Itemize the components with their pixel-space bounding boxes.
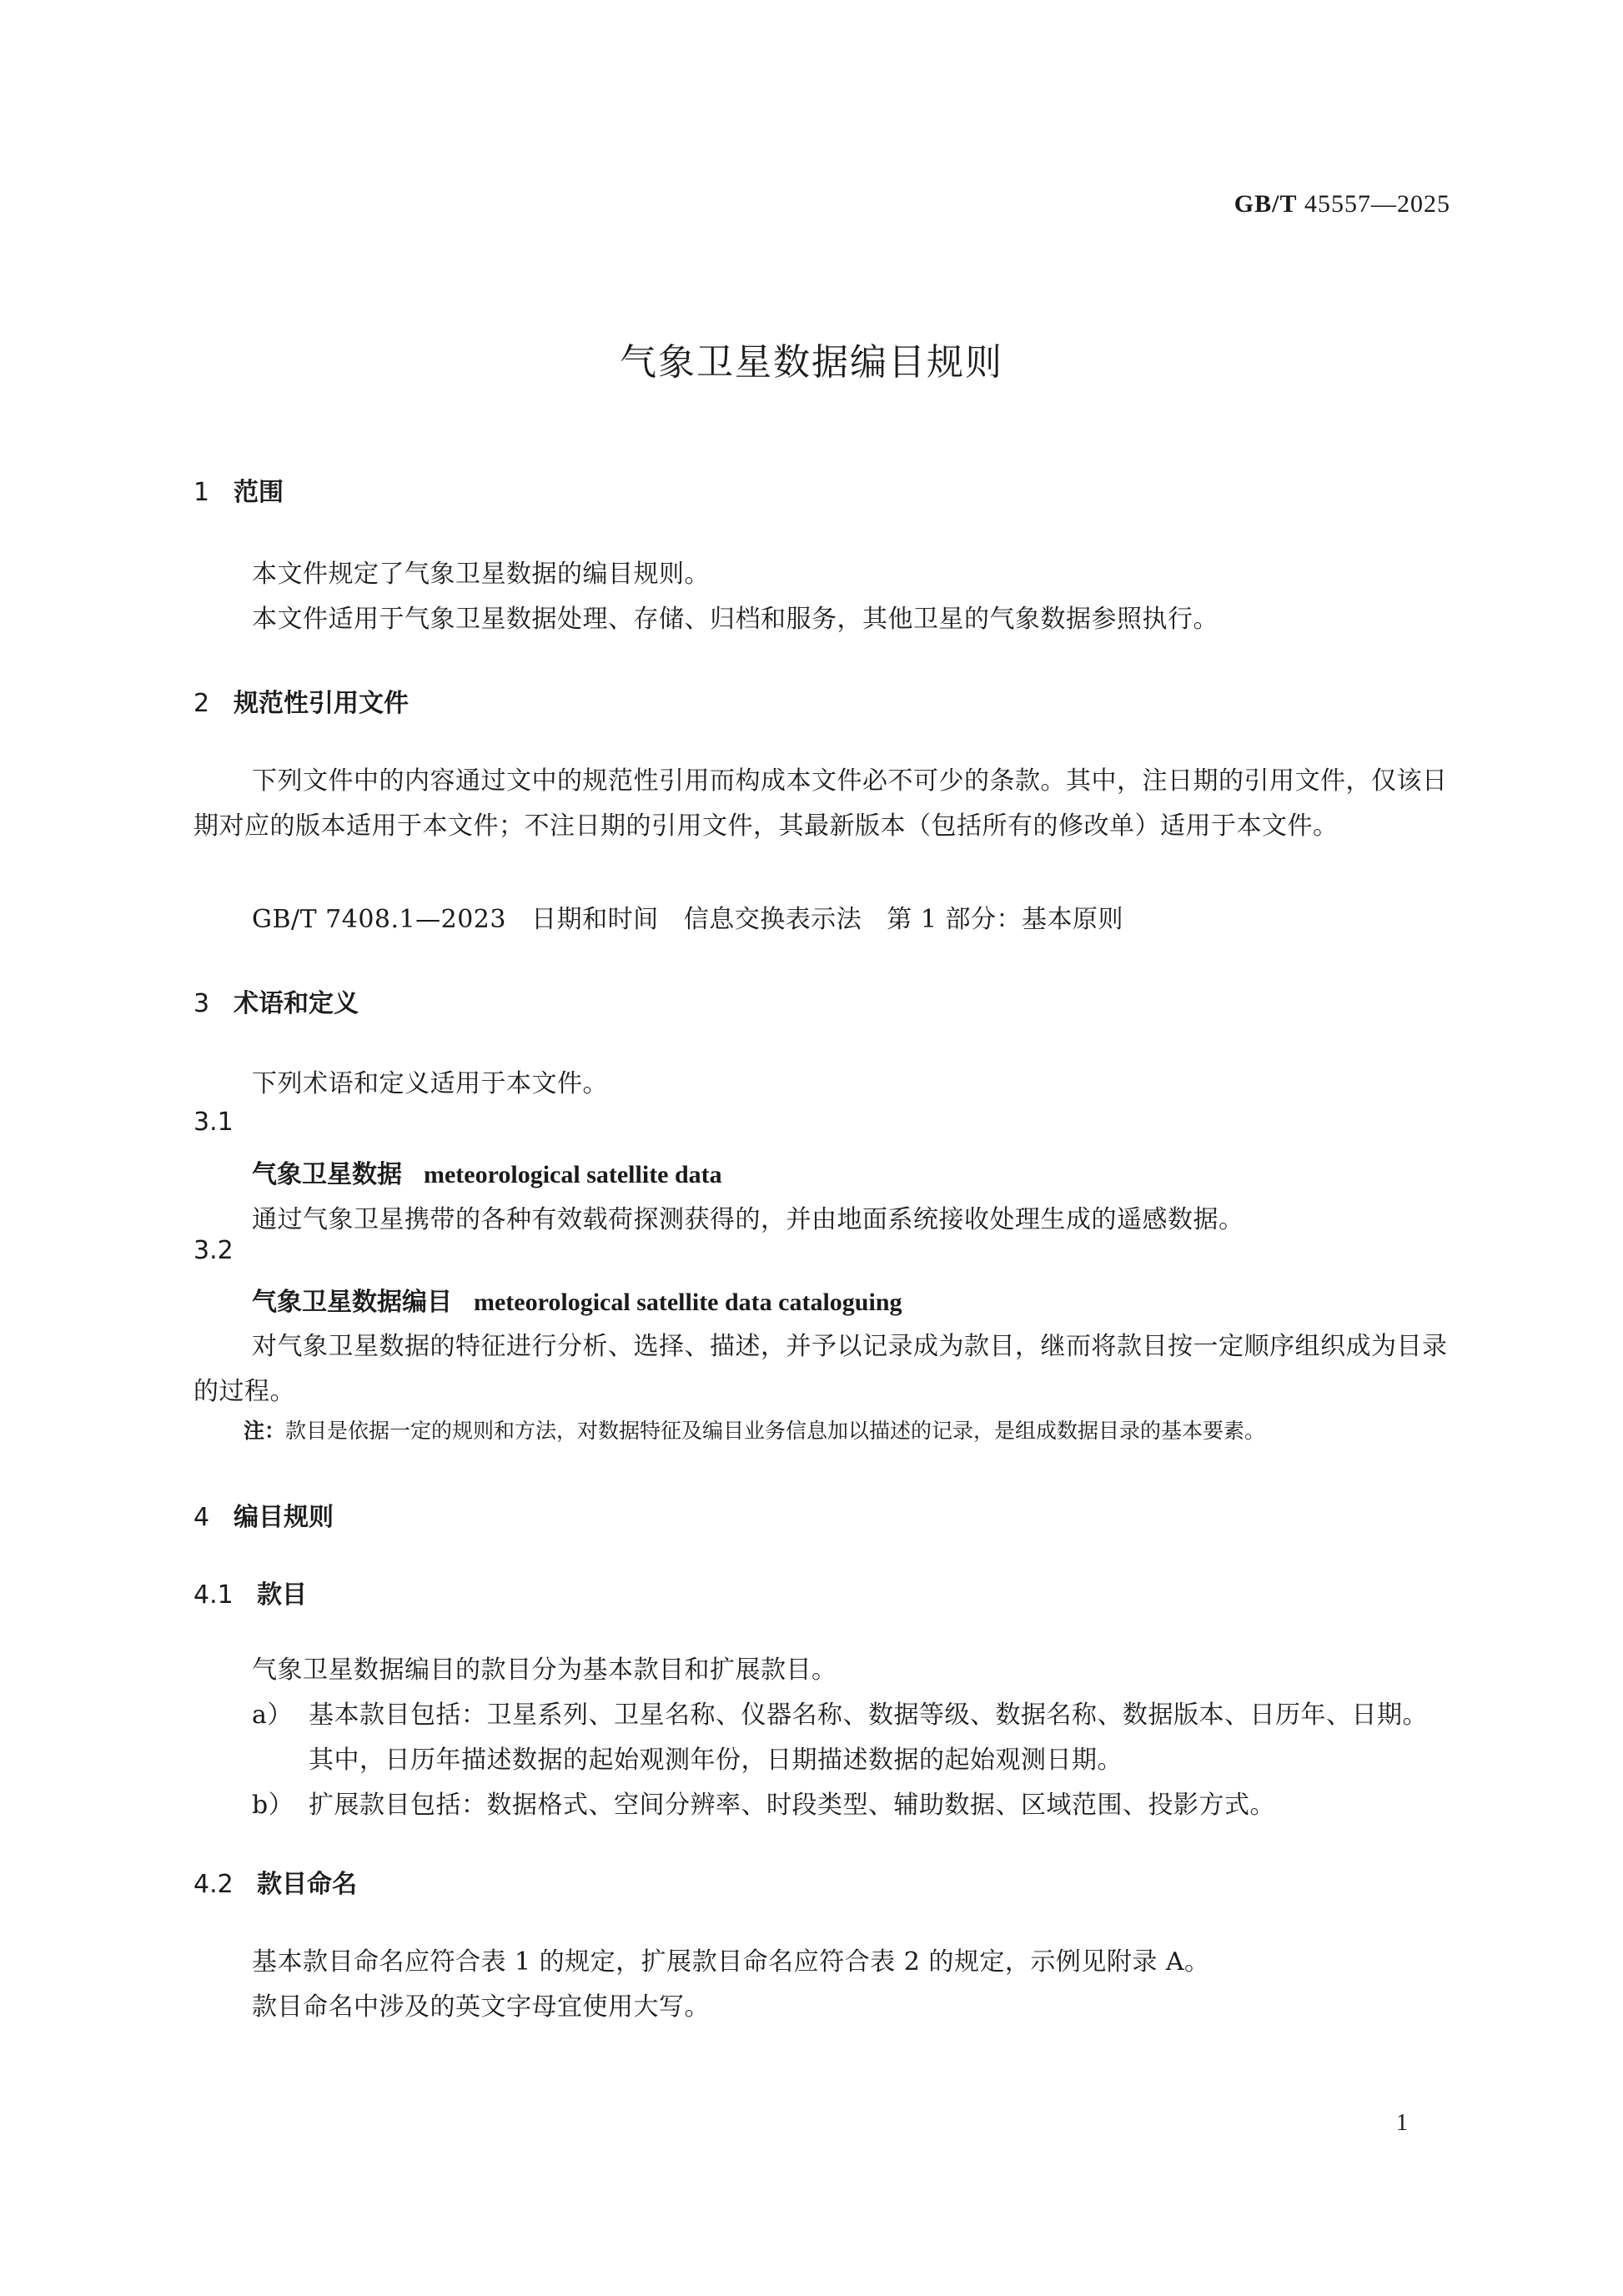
section-title: 范围 (234, 478, 284, 507)
term-chinese: 气象卫星数据编目 (252, 1288, 452, 1317)
section-number: 2 (193, 689, 210, 718)
section-4-heading (193, 1496, 334, 1533)
term-heading (252, 1153, 722, 1190)
paragraph: 基本款目命名应符合表 1 的规定，扩展款目命名应符合表 2 的规定，示例见附录 A。 (252, 1947, 1210, 1977)
page-number: 1 (1396, 2110, 1408, 2136)
term-english: meteorological satellite data cataloguing (474, 1289, 902, 1316)
subsection-title: 款目 (257, 1580, 307, 1610)
section-title: 术语和定义 (234, 989, 359, 1018)
note-text: 款目是依据一定的规则和方法，对数据特征及编目业务信息加以描述的记录，是组成数据目录的基本要素。 (285, 1419, 1266, 1443)
section-number: 4 (193, 1503, 210, 1532)
subsection-4-1-heading (193, 1574, 307, 1610)
subsection-number: 4.1 (193, 1580, 234, 1610)
list-item-text: 扩展款目包括：数据格式、空间分辨率、时段类型、辅助数据、区域范围、投影方式。 (309, 1791, 1275, 1820)
term-number: 3.1 (193, 1108, 234, 1137)
section-title: 规范性引用文件 (234, 689, 409, 718)
term-number: 3.2 (193, 1236, 234, 1265)
list-marker: b） (252, 1791, 294, 1820)
section-1-heading (193, 471, 284, 508)
paragraph: 本文件适用于气象卫星数据处理、存储、归档和服务，其他卫星的气象数据参照执行。 (252, 605, 1219, 634)
normative-reference: GB/T 7408.1—2023 日期和时间 信息交换表示法 第 1 部分：基本原则 (252, 905, 1123, 934)
term-definition: 通过气象卫星携带的各种有效载荷探测获得的，并由地面系统接收处理生成的遥感数据。 (252, 1205, 1244, 1234)
section-number: 1 (193, 478, 210, 507)
list-item-continuation: 其中，日历年描述数据的起始观测年份，日期描述数据的起始观测日期。 (309, 1746, 1123, 1775)
section-title: 编目规则 (234, 1503, 334, 1532)
subsection-title: 款目命名 (257, 1870, 357, 1899)
list-item (252, 1784, 1275, 1821)
term-english: meteorological satellite data (424, 1161, 722, 1188)
note-label: 注： (244, 1419, 286, 1443)
subsection-number: 4.2 (193, 1870, 234, 1899)
document-title: 气象卫星数据编目规则 (620, 341, 1003, 384)
standard-code (1234, 190, 1450, 219)
term-heading (252, 1281, 902, 1318)
subsection-4-2-heading (193, 1863, 357, 1900)
term-chinese: 气象卫星数据 (252, 1160, 402, 1189)
standard-code-prefix: GB/T (1234, 190, 1298, 218)
list-item (252, 1694, 1428, 1731)
section-3-heading (193, 982, 359, 1019)
paragraph: 下列术语和定义适用于本文件。 (252, 1069, 608, 1098)
list-marker: a） (252, 1701, 293, 1730)
section-number: 3 (193, 989, 210, 1018)
paragraph: 本文件规定了气象卫星数据的编目规则。 (252, 560, 710, 589)
list-item-text: 基本款目包括：卫星系列、卫星名称、仪器名称、数据等级、数据名称、数据版本、日历年、日期。 (309, 1701, 1428, 1730)
term-definition: 对气象卫星数据的特征进行分析、选择、描述，并予以记录成为款目，继而将款目按一定顺序组织成为目录的过程。 (193, 1332, 1448, 1406)
paragraph: 款目命名中涉及的英文字母宜使用大写。 (252, 1992, 710, 2022)
paragraph: 气象卫星数据编目的款目分为基本款目和扩展款目。 (252, 1655, 837, 1685)
standard-code-number: 45557—2025 (1304, 190, 1450, 218)
section-2-heading (193, 682, 409, 719)
paragraph: 下列文件中的内容通过文中的规范性引用而构成本文件必不可少的条款。其中，注日期的引用文件，仅该日期对应的版本适用于本文件；不注日期的引用文件，其最新版本（包括所有的修改单）适用于本文件。 (193, 766, 1448, 841)
note (244, 1414, 1265, 1444)
